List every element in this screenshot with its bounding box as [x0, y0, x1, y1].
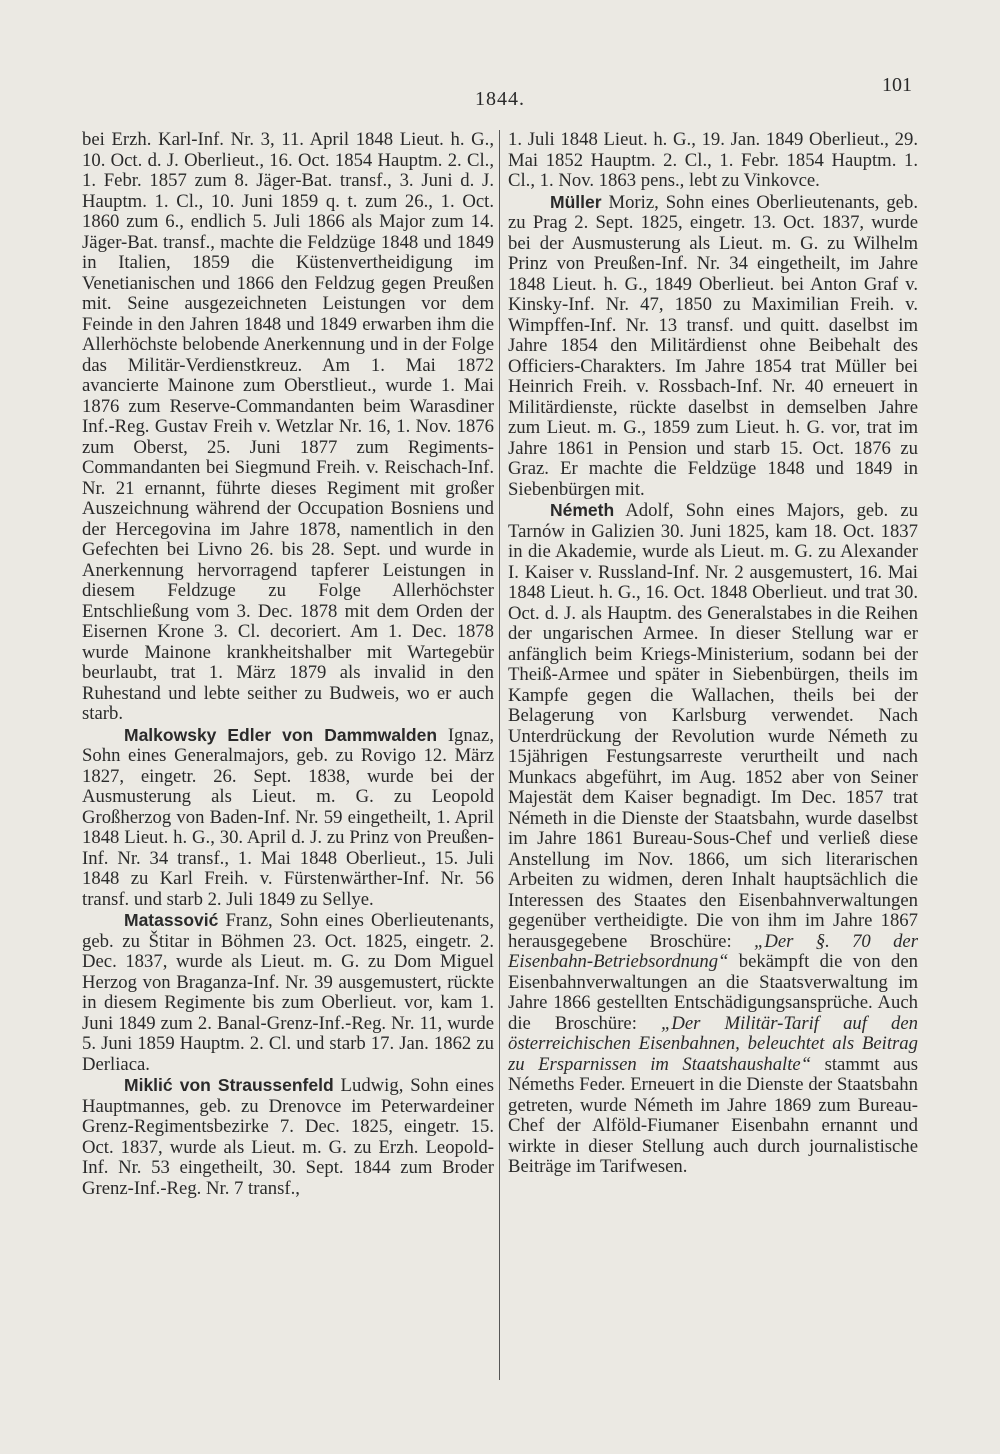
right-column [508, 130, 918, 1178]
matassovic-entry [82, 910, 494, 1075]
malkowsky-name: Malkowsky Edler von Dammwalden [124, 724, 438, 745]
column-divider [499, 130, 500, 1380]
matassovic-name: Matassović [124, 910, 219, 930]
malkowsky-entry [82, 725, 494, 911]
matassovic-text: Franz, Sohn eines Oberlieutenants, geb. zu Štitar in Böhmen 23. Oct. 1825, eingetr. 2. Dec. 1837, wurde als Lieut. m. G. zu Dom Miguel Herzog von Braganza-Inf. Nr. 39 ausgemustert, rückte in diesem Regimente bis zum Oberlieut. vor, kam 1. Juni 1849 zum 2. Banal-Grenz-Inf.-Reg. Nr. 11, wurde 5. Juni 1859 Hauptm. 2. Cl. und starb 17. Jan. 1862 zu Derliaca. [82, 910, 494, 1075]
nemeth-name: Németh [550, 500, 615, 520]
left-column [82, 130, 494, 1199]
nemeth-text-1: Adolf, Sohn eines Majors, geb. zu Tarnów in Galizien 30. Juni 1825, kam 18. Oct. 1837 in die Akademie, wurde als Lieut. m. G. zu Alexander I. Kaiser v. Russland-Inf. Nr. 2 ausgemustert, 16. Mai 1848 Lieut. h. G., 16. Oct. 1848 Oberlieut. und trat 30. Oct. d. J. als Hauptm. des Generalstabes in die Reihen der ungarischen Armee. In dieser Stellung war er anfänglich beim Kriegs-Ministerium, sodann bei der Theiß-Armee und später in Siebenbürgen, theils im Kampfe gegen die Wallachen, theils bei der Belagerung von Karlsburg verwendet. Nach Unterdrückung der Revolution wurde Németh zu 15jährigen Festungsarreste verurtheilt und nach Munkacs abgeführt, im Aug. 1852 aber von Seiner Majestät dem Kaiser begnadigt. Im Dec. 1857 trat Németh in die Dienste der Staatsbahn, wurde daselbst im Jahre 1861 Bureau-Sous-Chef und verließ diese Anstellung im Nov. 1866, um sich literarischen Arbeiten zu widmen, deren Inhalt hauptsächlich die Interessen des Staates den Eisenbahnverwaltungen gegenüber vertheidigte. Die von ihm im Jahre 1867 herausgegebene Broschüre: [508, 500, 918, 952]
nemeth-brochure-title-1: „Der §. 70 der Eisenbahn-Betriebsordnung“ [508, 930, 918, 972]
mainone-entry-continuation: bei Erzh. Karl-Inf. Nr. 3, 11. April 1848 Lieut. h. G., 10. Oct. d. J. Oberlieut., 16. Oct. 1854 Hauptm. 2. Cl., 1. Febr. 1857 zum 8. Jäger-Bat. transf., 3. Juni d. J. Hauptm. 1. Cl., 10. Juni 1859 q. t. zum 26., 1. Oct. 1860 zum 6., endlich 5. Juli 1866 als Major zum 14. Jäger-Bat. transf., machte die Feldzüge 1848 und 1849 in Italien, 1859 die Küstenvertheidigung im Venetianischen und 1866 den Feldzug gegen Preußen mit. Seine ausgezeichneten Leistungen vor dem Feinde in den Jahren 1848 und 1849 erwarben ihm die Allerhöchste belobende Anerkennung und in der Folge das Militär-Verdienstkreuz. Am 1. Mai 1872 avancierte Mainone zum Oberstlieut., wurde 1. Mai 1876 zum Reserve-Commandanten beim Warasdiner Inf.-Reg. Gustav Freih v. Wetzlar Nr. 16, 1. Nov. 1876 zum Oberst, 25. Juni 1877 zum Regiments-Commandanten bei Siegmund Freih. v. Reischach-Inf. Nr. 21 ernannt, führte dieses Regiment mit großer Auszeichnung während der Occupation Bosniens und der Hercegovina im Jahre 1878, namentlich in den Gefechten bei Livno 26. bis 28. Sept. und wurde in Anerkennung hervorragend tapferer Leistungen in diesem Feldzuge zu Folge Allerhöchster Entschließung vom 3. Dec. 1878 mit dem Orden der Eisernen Krone 3. Cl. decoriert. Am 1. Dec. 1878 wurde Mainone krankheitshalber mit Wartegebür beurlaubt, trat 1. März 1879 als invalid in den Ruhestand und lebte seither zu Budweis, wo er auch starb. [82, 129, 494, 724]
mueller-text: Moriz, Sohn eines Oberlieutenants, geb. zu Prag 2. Sept. 1825, eingetr. 13. Oct. 1837, wurde bei der Ausmusterung als Lieut. m. G. zu Wilhelm Prinz von Preußen-Inf. Nr. 34 eingetheilt, im Jahre 1848 Lieut. h. G., 1849 Oberlieut. bei Anton Graf v. Kinsky-Inf. Nr. 47, 1850 zu Maximilian Freih. v. Wimpffen-Inf. Nr. 13 transf. und quitt. daselbst im Jahre 1854 den Militärdienst ohne Beibehalt des Officiers-Charakters. Im Jahre 1854 trat Müller bei Heinrich Freih. v. Rossbach-Inf. Nr. 40 erneuert in Militärdienste, rückte daselbst in demselben Jahre zum Lieut. m. G., 1859 zum Lieut. h. G. vor, trat im Jahre 1861 in Pension und starb 15. Oct. 1876 zu Graz. Er machte die Feldzüge 1848 und 1849 in Siebenbürgen mit. [508, 191, 918, 500]
miklic-entry [82, 1075, 494, 1199]
nemeth-text-2: bekämpft die von den Eisenbahnverwaltungen an die Staatsverwaltung im Jahre 1866 gestellten Entschädigungsansprüche. Auch die Broschüre: [508, 951, 918, 1034]
miklic-name: Miklić von Straussenfeld [124, 1075, 334, 1095]
miklic-text: Ludwig, Sohn eines Hauptmannes, geb. zu Drenovce im Peterwardeiner Grenz-Regimentsbezirke 7. Dec. 1825, eingetr. 15. Oct. 1837, wurde als Lieut. m. G. zu Erzh. Leopold-Inf. Nr. 53 eingetheilt, 30. Sept. 1844 zum Broder Grenz-Inf.-Reg. Nr. 7 transf., [82, 1075, 494, 1199]
nemeth-text-3: stammt aus Némeths Feder. Erneuert in die Dienste der Staatsbahn getreten, wurde Németh im Jahre 1869 zum Bureau-Chef der Alföld-Fiumaner Eisenbahn ernannt und wirkte in dieser Stellung auch durch journalistische Beiträge im Tarifwesen. [508, 1053, 918, 1177]
nemeth-entry [508, 500, 918, 1178]
mueller-entry [508, 192, 918, 501]
mueller-name: Müller [550, 191, 602, 212]
malkowsky-text: Ignaz, Sohn eines Generalmajors, geb. zu Rovigo 12. März 1827, eingetr. 26. Sept. 1838, wurde bei der Ausmusterung als Lieut. m. G. zu Leopold Großherzog von Baden-Inf. Nr. 59 eingetheilt, 1. April 1848 Lieut. h. G., 30. April d. J. zu Prinz von Preußen-Inf. Nr. 34 transf., 1. Mai 1848 Oberlieut., 15. Juli 1848 zu Karl Freih. v. Fürstenwärther-Inf. Nr. 56 transf. und starb 2. Juli 1849 zu Sellye. [82, 724, 495, 910]
page-number: 101 [882, 74, 912, 96]
nemeth-brochure-title-2: „Der Militär-Tarif auf den österreichischen Eisenbahnen, beleuchtet als Beitrag zu Ersparnissen im Staatshaushalte“ [508, 1012, 919, 1075]
miklic-entry-continuation: 1. Juli 1848 Lieut. h. G., 19. Jan. 1849 Oberlieut., 29. Mai 1852 Hauptm. 2. Cl., 1. Febr. 1854 Hauptm. 1. Cl., 1. Nov. 1863 pens., lebt zu Vinkovce. [508, 129, 918, 191]
running-head-year: 1844. [475, 88, 525, 110]
